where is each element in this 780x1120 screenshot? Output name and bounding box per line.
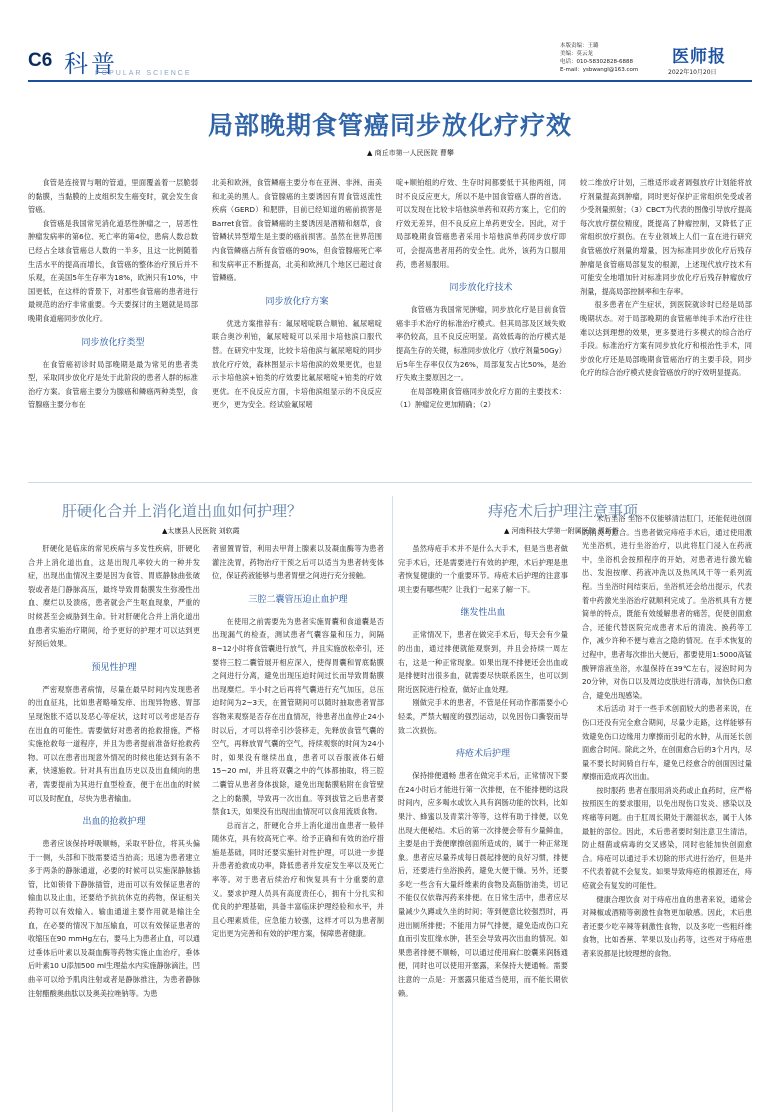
paragraph: 食管癌为我国常见肿瘤，同步放化疗是目前食管癌非手术治疗的标准治疗模式。但其局部及区域失败率仍较高，且不良反应明显。高效低毒的治疗模式是提高生存的关键，标准同步放化疗（放疗剂量50Gy）后5年生存率仅仅为26%，局部复发占比50%，是治疗失败主要原因之一。 [396,305,566,383]
subheading: 同步放化疗技术 [449,283,513,294]
paragraph: 北美和欧洲，食管鳞癌主要分布在亚洲、非洲、南美和北美的黑人。食管腺癌的主要诱因有胃食管返流性疾病（GERD）和肥胖，目前已经知道的癌前损害是Barret食管。食管鳞癌的主要诱因是酒精和烟草，食管鳞状异型增生是主要的癌前损害。虽然在世界范围内食管鳞癌占所有食管癌的90%，但食管腺癌死亡率和发病率正不断提高，北美和欧洲几个地区已超过食管鳞癌。 [212,178,382,283]
section-title: 科普 [64,50,118,78]
paragraph: 啶+顺铂组的疗效、生存时间都要低于其他两组，同时不良反应更大，所以不是中国食管癌人群的首选。可以发现在比较卡培他滨单药和双药方案上，它们的疗效无差异，但不良反应上单药更安全。因此，对于局部晚期食管癌患者采用卡培他滨单药同步放疗即可，会提高患者用药的安全性。此外，该药为口服用药，患者易服用。 [396,178,566,269]
page-number: C6 [28,50,53,71]
paragraph: 保持排便通畅 患者在做完手术后，正常情况下要在24小时后才能进行第一次排便，在不能排便的这段时间内，应多喝水或饮入具有润肠功能的饮料，比如果汁、蜂蜜以及青菜汁等等，这样有助于排便，以免出现大便秘结。术后的第一次排便会带有少量鲜血，主要是由于粪便摩擦创面所造成的，属于一种正常现象。患者应尽量养成每日晨起排便的良好习惯，排便后，还要进行坐浴换药，避免大便干燥。另外，还要多吃一些含有大量纤维素的食物及高脂肪油类，切记不能仅仅依靠泻药来排便。在日常生活中，患者应尽量减少久蹲或久坐的时间；等到便意比较强烈时，再进出厕所排便；不能用力屏气排便，避免造成伤口充血而引发肛缘水肿，甚至会导致再次出血的情况。如果患者排便不顺畅，可以通过使用麻仁胶囊来润肠通便，同时也可以使用开塞露，来保持大便通畅。需要注意的一点是：开塞露只能适当使用，而不能长期依赖。 [398,771,568,998]
paragraph: 刚做完手术的患者，不管是任何动作都需要小心轻柔，严禁大幅度的强烈运动，以免因伤口撕裂而导致二次损伤。 [398,698,568,735]
subheading: 预见性护理 [91,662,137,673]
article2-column-1 [28,542,200,1112]
paragraph: 很多患者在产生症状，到医院就诊时已经是局部晚期状态。对于局部晚期的食管癌单纯手术治疗往往难以达到理想的效果，更多要进行多模式的综合治疗手段。标准治疗方案有同步放化疗和根治性手术，同步放化疗还是局部晚期食管癌治疗的主要手段，同步化疗的综合治疗模式使食管癌放疗的疗效明显提高。 [580,300,752,378]
article2-title: 肝硬化合并上消化道出血如何护理？ [62,502,303,520]
page-header [0,0,780,90]
subheading: 三腔二囊管压迫止血护理 [248,594,348,605]
paragraph: 正常情况下，患者在做完手术后，每天会有少量的出血，通过排便就能观察到，并且会持续一周左右，这是一种正常现象。如果出现不排便还会出血或是排便时出很多血，就需要尽快联系医生，也可以到附近医院进行检查，做好止血处理。 [398,630,568,694]
subheading: 继发性出血 [460,608,506,619]
paragraph: 在使用之前需要先为患者实施胃囊和食道囊是否出现漏气的检查，测试患者气囊容量和压力，间隔8~12小时将食管囊进行放气，并且实施放松牵引，还要将三腔二囊管展开相应深入，使得胃囊和胃底黏膜之间进行分离，避免出现压迫时间过长而导致胃黏膜出现糜烂。半小时之后再将气囊进行充气加压，总压迫时间为2~3天，在置管期间可以随时抽取患者胃部容物来观察是否存在出血情况，待患者出血停止24小时以后，才可以将牵引沙袋移走，先释放食管气囊的空气，再释放胃气囊的空气，持续观察的时间为24小时，如果没有继续出血，患者可以吞服液体石蜡15~20 ml，并且将双囊之中的气体都抽取，将三腔二囊管从患者身体拔除，避免出现黏膜粘附在食管壁之上的黏膜，导致再一次出血。等到拔管之后患者要禁食1天，如果没有出现出血情况可以食用流质食物。 [212,616,384,817]
paragraph: 优选方案推荐有：氟尿嘧啶联合顺铂、氟尿嘧啶联合奥沙利铂，氟尿嘧啶可以采用卡培他滨口服代替。在研究中发现，比较卡培他滨与氟尿嘧啶的同步放化疗疗效，森林图显示卡培他滨的效果更优，也显示卡培他滨+铂类的疗效要比氟尿嘧啶+铂类的疗效更优。在不良反应方面，卡培他滨组显示的不良反应更少，更为安全。经试验氟尿嘧 [212,318,382,410]
paragraph: 虽然痔疮手术并不是什么大手术，但是当患者做完手术后，还是需要进行有效的护理，术后护理是患者恢复健康的一个重要环节。痔疮术后护理的注意事项主要有哪些呢？让我们一起来了解一下。 [398,544,568,594]
paragraph: 术后活动 对于一些手术创面较大的患者来说，在伤口还没有完全愈合期间，尽量少走路，这样能够有效避免伤口边缘用力摩擦而引起的水肿，从而延长创面愈合时间。除此之外，在创面愈合后的3个月内，尽量不要长时间骑自行车，避免已经愈合的创面因过量摩擦而造成再次出血。 [582,704,752,782]
paragraph: 严密观察患者病情，尽量在最早时间内发现患者的出血征兆，比如患者略嗓发痒、出现异物感、胃部呈现饱胀不适以及恶心等症状，这时可以考虑是否存在出血的可能性。需要做好对患者的抢救措施，严格实施抢救每一道程序，并且为患者提前准备好抢救药物。可以在患者出现意外情况的时候也能达到有条不紊，快速施救。针对具有出血历史以及出血倾向的患者，需要提前为其进行血型检查，便于在出血的时候可以及时配血，尽快为患者输血。 [28,684,200,803]
paragraph: 肝硬化是临床的常见疾病与多发性疾病，肝硬化合并上消化道出血，这是出现几率较大的一种并发症，出现出血情况主要是因为食管、胃底静脉曲张破裂或者是门静脉高压，最终导致胃黏膜发生弥漫性出血、糜烂以及溃疡，患者就会产生呕血现象，严重的时候甚至会威胁到生命。针对肝硬化合并上消化道出血患者实施治疗期间，给予更好的护理才可以达到更好预后效果。 [28,544,200,649]
article1-column-4 [580,176,752,474]
editor-line: 电话：010-58302828-6888 [560,59,633,65]
editor-info [560,42,665,74]
paragraph: 按时服药 患者在服用消炎药或止血药时，应严格按照医生的要求服用，以免出现伤口发炎、感染以及疼痛等问题。由于肛周长期处于潮湿状态，属于人体最脏的部位。因此，术后患者要时刻注意卫生清洁，防止细菌或病毒的交叉感染，同时也能加快创面愈合。痔疮可以通过手术切除的形式进行治疗，但是并不代表着就不会复发。如果导致痔疮的根源还在，痔疮就会有复发的可能性。 [582,785,752,891]
paragraph: 食管是连接胃与咽的管道，里面覆盖着一层脆弱的黏膜，当黏膜的上皮组织发生癌变时，就会发生食管癌。 [28,178,198,215]
publish-date: 2022年10月20日 [668,69,717,76]
editor-line: 本版责编：王璐 [560,43,599,49]
paragraph: 总而言之，肝硬化合并上消化道出血患者一般伴随休克，具有较高死亡率。给予正确和有效的治疗措施是基础，同时还要实施针对性护理，可以进一步提升患者抢救成功率，降低患者并发症发生率以及死亡率等。对于患者后续治疗和恢复具有十分重要的意义。要求护理人员具有高度责任心，拥有十分扎实和优良的护理基础，具备丰富临床护理经验和水平，并且心理素质佳，应急能力较强，这样才可以为患者制定出更为完善和有效的护理方案，保障患者健康。 [212,820,384,939]
section-divider [28,482,752,483]
paragraph: 较二维放疗计划，三维适形或者调强放疗计划能将放疗剂量提高到肿瘤，同时更好保护正常组织免受或者少受剂量照射；（3）CBCT为代表的图像引导放疗提高每次放疗摆位精度，既提高了肿瘤控制，又降低了正常组织放疗损伤。在专业领域上人们一直在进行研究食管癌放疗剂量的增量，因为标准同步放化疗后残存肿瘤是食管癌局部复发的根源，上述现代放疗技术有可能安全地增加针对标准同步放化疗后残存肿瘤放疗剂量，提高局部控制率和生存率。 [580,178,752,296]
editor-line: 美编：莫云龙 [560,51,594,57]
article3-column-1 [398,542,568,1112]
paragraph: 者留置胃管，利用去甲肾上腺素以及凝血酶等为患者灌注洗胃，药物治疗干预之后可以适当为患者转变体位，保证药液能够与患者胃壁之间进行充分接触。 [212,544,384,581]
article1-column-1 [28,176,198,474]
paragraph: 患者应该保持呼吸顺畅，采取平卧位，将其头偏于一侧，头部和下肢需要适当抬高；迅速为患者建立多于两条的静脉通道，必要的时候可以实施深静脉插管，比如锁骨下静脉插管，进而可以有效保证患者的输血以及止血，还要给予抗抗休克的药物，保证相关药物可以有效输入。输血通道主要作用就是输注全血，在必要的情况下加压输血，可以有效保证患者的收缩压在90 mmHg左右，要马上为患者止血，可以通过垂体后叶素以及凝血酶等药物实施止血治疗，垂体后叶素10 U添加500 ml生理盐水内实施静脉滴注，凹曲辛可以给予肌肉注射或者是静脉推注，为患者静脉注射醋酸奥曲肽以及奥美拉唑钠等。为患 [28,839,200,998]
subheading: 痔疮术后护理 [455,749,510,760]
article1-column-3 [396,176,566,474]
editor-line: E-mail：ysbwangl@163.com [560,67,639,73]
subheading: 同步放化疗方案 [265,296,329,307]
article1-column-2 [212,176,382,474]
header-divider [28,80,752,82]
newspaper-logo: 医师报 [672,47,726,67]
column-divider [392,496,393,1112]
article3-byline: ▲ 河南科技大学第一附属医院 周新哲 [504,527,619,535]
article3-column-2 [582,512,752,1112]
paragraph: 健康合理饮食 对于痔疮出血的患者来说，通常会对辣椒或酒精等刺激性食物更加敏感。因此，术后患者还要少吃辛辣等刺激性食物，以及多吃一些粗纤维食物，比如香蕉、苹果以及山药等，这些对于痔疮患者来说都是比较理想的食物。 [582,894,752,958]
article2-column-2 [212,542,384,1112]
article2-byline: ▲太康县人民医院 刘软霞 [162,527,240,535]
subheading: 出血的抢救护理 [82,817,146,828]
paragraph: 术后坐浴 坐浴不仅能够清洁肛门，还能促进创面的消炎与愈合。当患者做完痔疮手术后，通过使用激光坐浴机，进行坐浴治疗，以此将肛门浸入在药液中，坐浴机会按照程序的开始，对患者进行激光输出、发泡按摩、药液冲洗以及热风风干等一系列流程。当坐浴时间结束后，坐浴机还会给出提示，代表着中药激光坐浴治疗就顺利完成了。坐浴机具有方便简单的特点，既能有效缓解患者的痛苦，促使创面愈合，还能代替医院完成患者术后的清洗、换药等工作，减少许种不便与难言之隐的情况。在手术恢复的过程中，患者每次排出大便后，都要使用1:5000高锰酸钾溶液坐浴，水温保持在39℃左右，浸泡时间为20分钟，对伤口以及周边皮肤进行清毒，加快伤口愈合，避免出现感染。 [582,514,752,700]
article1-title: 局部晚期食管癌同步放化疗疗效 [207,111,572,140]
paragraph: 在局部晚期食管癌同步放化疗方面的主要技术：（1）肿瘤定位更加精确；（2） [396,386,566,410]
article1-byline: ▲ 商丘市第一人民医院 曹攀 [367,149,454,157]
section-subtitle: POPULAR SCIENCE [95,70,192,77]
subheading: 同步放化疗类型 [81,337,145,348]
article3-title: 痔疮术后护理注意事项 [488,502,639,520]
paragraph: 在食管癌初诊时局部晚期是最为常见的患者类型，采取同步放化疗是处于此阶段的患者人群的标准治疗方案。食管癌主要分为腺癌和鳞癌两种类型，食管腺癌主要分布在 [28,359,198,410]
paragraph: 食管癌是我国常见消化道恶性肿瘤之一，居恶性肿瘤发病率的第6位、死亡率的第4位，患病人数总数已经占全球食管癌总人数的一半多，且这一比例随着生活水平的提高而增长，食管癌的整体治疗预后并不乐观，在美国5年生存率为18%，欧洲只有10%，中国更低，在这样的背景下，对那些食管癌的患者进行最规范的治疗非常重要。今天要探讨的主题就是局部晚期食道癌同步放化疗。 [28,218,198,323]
